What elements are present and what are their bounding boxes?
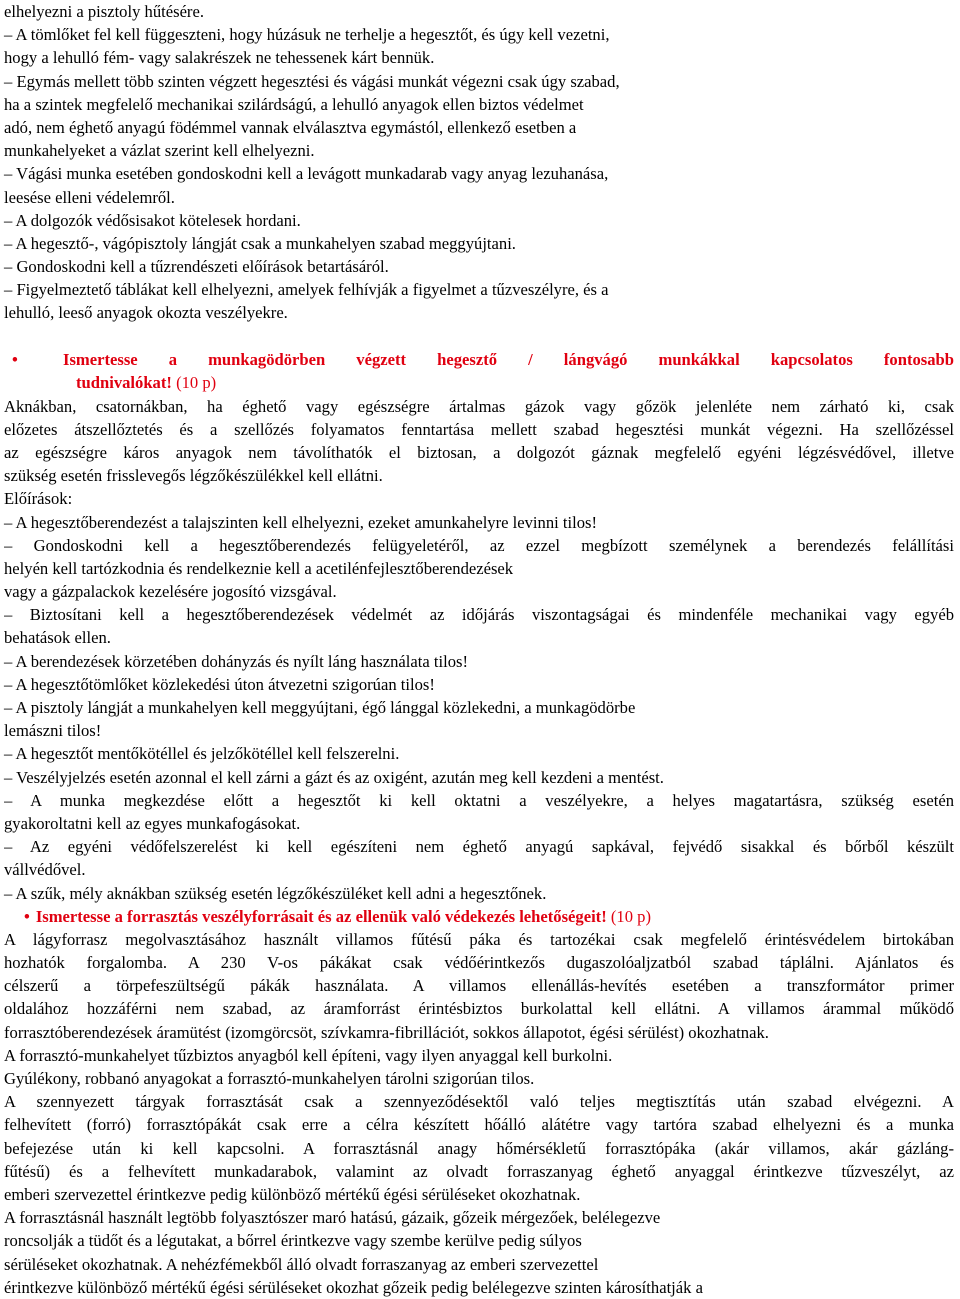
text-block-welding-pit <box>4 395 954 905</box>
text-line: célszerű a törpefeszültségű pákák használata. A villamos ellenállás-hevítés esetében a transzformátor primer <box>4 976 954 996</box>
text-line: szükség esetén frisslevegős légzőkészülékkel kell ellátni. <box>4 466 383 486</box>
text-line: emberi szervezettel érintkezve pedig különböző mértékű égési sérüléseket okozhatnak. <box>4 1184 581 1204</box>
text-line: leesése elleni védelemről. <box>4 187 175 207</box>
text-block-soldering <box>4 928 954 1299</box>
text-line: felhevített (forró) forrasztópákát csak erre a célra készített hőálló alátétre vagy tartóra szabad elhelyezni és a munka <box>4 1115 954 1135</box>
text-line: behatások ellen. <box>4 628 111 648</box>
text-line: Előírások: <box>4 489 73 509</box>
text-line: – Veszélyjelzés esetén azonnal el kell zárni a gázt és az oxigént, azután meg kell kezdeni a mentést. <box>4 767 664 787</box>
heading-text: Ismertesse a munkagödörben végzett hegesztő / lángvágó munkákkal kapcsolatos fontosabb <box>63 350 954 370</box>
text-line: sérüléseket okozhatnak. A nehézfémekből álló olvadt forraszanyag az emberi szervezettel <box>4 1254 599 1274</box>
text-line: fűtésű) és a felhevített munkadarabok, valamint az olvadt forraszanyag éghető anyaggal érintkezve tűzveszélyt, az <box>4 1161 954 1181</box>
text-line: – Az egyéni védőfelszerelést ki kell egészíteni nem éghető anyagú sapkával, fejvédő sisakkal és bőrből készült <box>4 837 954 857</box>
text-line: – Gondoskodni kell a hegesztőberendezés felügyeletéről, az ezzel megbízott személynek a berendezés felállítási <box>4 535 954 555</box>
section-heading-welding-pit <box>4 348 954 371</box>
text-line: munkahelyeket a vázlat szerint kell elhelyezni. <box>4 141 315 161</box>
text-line: oldalához hozzáférni nem szabad, az áramforrást érintésbiztos burkolattal kell ellátni. A villamos árammal működő <box>4 999 954 1019</box>
text-line: vagy a gázpalackok kezelésére jogosító vizsgával. <box>4 582 337 602</box>
text-line: lemászni tilos! <box>4 721 102 741</box>
text-line: A lágyforrasz megolvasztásához használt villamos fűtésű páka és tartozékai csak megfelelő érintésvédelem birtokában <box>4 929 954 949</box>
text-line: – A hegesztőtömlőket közlekedési úton átvezetni szigorúan tilos! <box>4 674 435 694</box>
text-line: gyakoroltatni kell az egyes munkafogásokat. <box>4 813 301 833</box>
text-line: – A hegesztőt mentőkötéllel és jelzőkötéllel kell felszerelni. <box>4 744 400 764</box>
points-label: (10 p) <box>176 373 217 393</box>
text-block-safety-rules <box>4 0 954 325</box>
heading-text-cont: tudnivalókat! <box>76 373 172 393</box>
text-line: Aknákban, csatornákban, ha éghető vagy egészségre ártalmas gázok vagy gőzök jelenléte nem zárható ki, csak <box>4 396 954 416</box>
text-line: – A dolgozók védősisakot kötelesek hordani. <box>4 210 301 230</box>
text-line: hozhatók forgalomba. A 230 V-os pákákat csak védőérintkezős dugaszolóaljzatból szabad táplálni. Ajánlatos és <box>4 953 954 973</box>
text-line: érintkezve különböző mértékű égési sérüléseket okozhat gőzeik pedig belélegezve szinten károsíthatják a <box>4 1277 703 1297</box>
text-line: – A pisztoly lángját a munkahelyen kell meggyújtani, égő lánggal közlekedni, a munkagödörbe <box>4 698 636 718</box>
text-line: – A hegesztőberendezést a talajszinten kell elhelyezni, ezeket amunkahelyre levinni tilos! <box>4 512 597 532</box>
text-line: – A hegesztő-, vágópisztoly lángját csak a munkahelyen szabad meggyújtani. <box>4 233 516 253</box>
text-line: elhelyezni a pisztoly hűtésére. <box>4 2 204 21</box>
text-line: – Figyelmeztető táblákat kell elhelyezni, amelyek felhívják a figyelmet a tűzveszélyre, és a <box>4 280 609 300</box>
text-line: Gyúlékony, robbanó anyagokat a forrasztó-munkahelyen tárolni szigorúan tilos. <box>4 1069 535 1089</box>
text-line: vállvédővel. <box>4 860 86 880</box>
text-line: forrasztóberendezések áramütést (izomgörcsöt, szívkamra-fibrillációt, sokkos állapotot, égési sérülést) okozhatnak. <box>4 1022 769 1042</box>
text-line: – Biztosítani kell a hegesztőberendezések védelmét az időjárás viszontagságai és mindenféle mechanikai vagy egyéb <box>4 605 954 625</box>
bullet-icon: • <box>24 906 30 926</box>
section-heading-soldering <box>4 905 954 928</box>
text-line: lehulló, leeső anyagok okozta veszélyekre. <box>4 303 288 323</box>
text-line: – Egymás mellett több szinten végzett hegesztési és vágási munkát végezni csak úgy szabad, <box>4 71 620 91</box>
text-line: A szennyezett tárgyak forrasztását csak a szennyeződésektől való teljes megtisztítás után szabad elvégezni. A <box>4 1092 954 1112</box>
text-line: ha a szintek megfelelő mechanikai szilárdságú, a lehulló anyagok ellen biztos védelmet <box>4 94 584 114</box>
text-line: – A berendezések körzetében dohányzás és nyílt láng használata tilos! <box>4 651 468 671</box>
text-line: – A szűk, mély aknákban szükség esetén légzőkészüléket kell adni a hegesztőnek. <box>4 883 547 903</box>
text-line: helyén kell tartózkodnia és rendelkeznie kell a acetilénfejlesztőberendezések <box>4 558 514 578</box>
text-line: előzetes átszellőztetés és a szellőzés folyamatos fenntartása mellett szabad hegesztési munkát végezni. Ha szellőzéssel <box>4 419 954 439</box>
text-line: – Vágási munka esetében gondoskodni kell a levágott munkadarab vagy anyag lezuhanása, <box>4 164 609 184</box>
text-line: befejezése után ki kell kapcsolni. A forrasztásnál anagy hőmérsékletű forrasztópáka (akár villamos, akár gázláng- <box>4 1138 954 1158</box>
text-line: – A munka megkezdése előtt a hegesztőt ki kell oktatni a veszélyekre, a helyes magatartásra, szükség esetén <box>4 790 954 810</box>
heading-text: Ismertesse a forrasztás veszélyforrásait és az ellenük való védekezés lehetőségeit! <box>35 906 607 926</box>
bullet-icon: • <box>12 350 18 370</box>
text-line: A forrasztásnál használt legtöbb folyasztószer maró hatású, gázaik, gőzeik mérgezőek, belélegezve <box>4 1208 661 1228</box>
text-line: A forrasztó-munkahelyet tűzbiztos anyagból kell építeni, vagy ilyen anyaggal kell burkolni. <box>4 1045 613 1065</box>
text-line: – Gondoskodni kell a tűzrendészeti előírások betartásáról. <box>4 257 389 277</box>
points-label: (10 p) <box>610 906 651 926</box>
text-line: adó, nem éghető anyagú födémmel vannak elválasztva egymástól, ellenkező esetben a <box>4 117 577 137</box>
text-line: az egészségre káros anyagok nem távolíthatók el biztosan, a dolgozót gáznak megfelelő egyéni légzésvédővel, illetve <box>4 442 954 462</box>
section-heading-welding-pit-cont <box>4 371 954 394</box>
text-line: – A tömlőket fel kell függeszteni, hogy húzásuk ne terhelje a hegesztőt, és úgy kell vezetni, <box>4 25 610 45</box>
text-line: hogy a lehulló fém- vagy salakrészek ne tehessenek kárt bennük. <box>4 48 435 68</box>
text-line: roncsolják a tüdőt és a légutakat, a bőrrel érintkezve vagy szembe kerülve pedig súlyos <box>4 1231 582 1251</box>
